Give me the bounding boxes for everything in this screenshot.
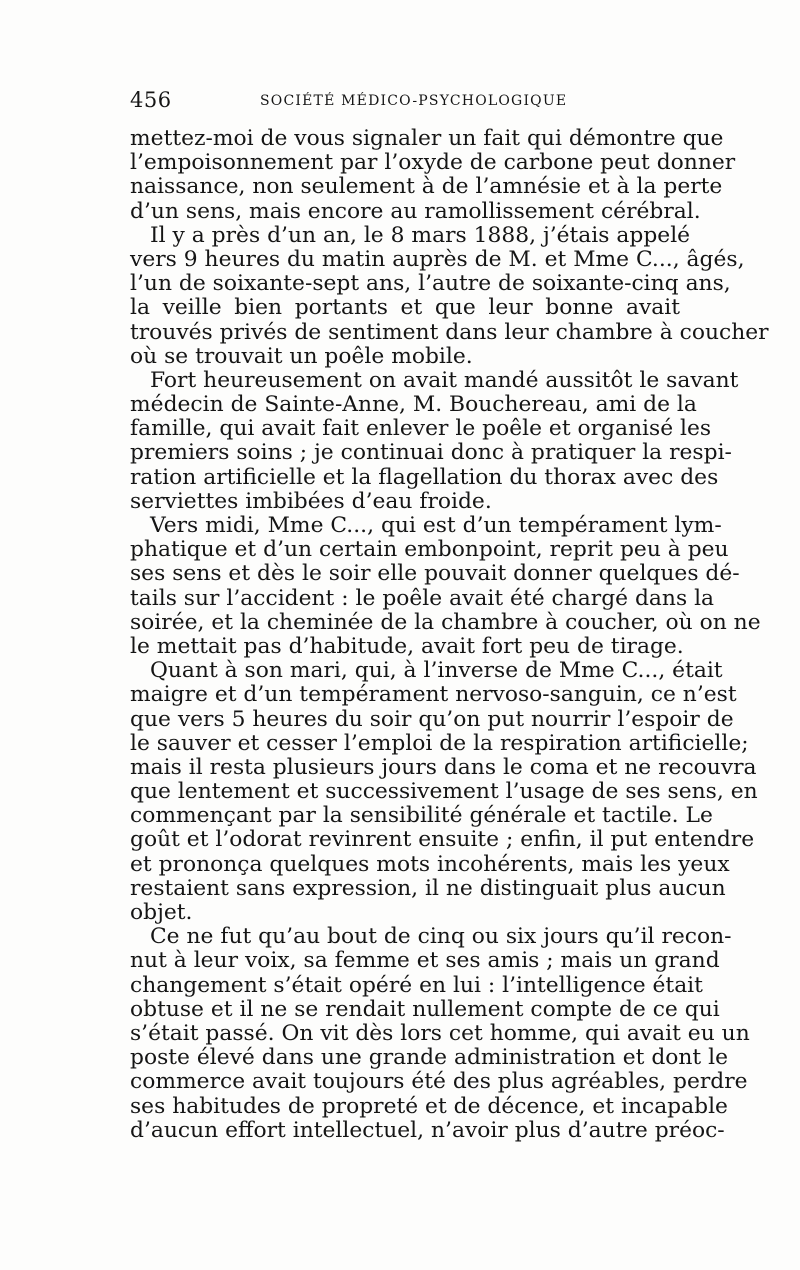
- text-line: commençant par la sensibilité générale et tactile. Le: [130, 803, 713, 829]
- text-line: ses sens et dès le soir elle pouvait donner quelques dé-: [130, 561, 740, 587]
- text-line: s’était passé. On vit dès lors cet homme, qui avait eu un: [130, 1020, 750, 1046]
- text-line: premiers soins ; je continuai donc à pratiquer la respi-: [130, 440, 732, 466]
- text-line: famille, qui avait fait enlever le poêle et organisé les: [130, 416, 712, 442]
- text-line: poste élevé dans une grande administration et dont le: [130, 1045, 728, 1071]
- text-line: médecin de Sainte-Anne, M. Bouchereau, ami de la: [130, 392, 697, 418]
- text-line: mais il resta plusieurs jours dans le coma et ne recouvra: [130, 754, 757, 780]
- page-header: [130, 88, 680, 116]
- text-line: obtuse et il ne se rendait nullement compte de ce qui: [130, 996, 720, 1022]
- text-line: le sauver et cesser l’emploi de la respiration artificielle;: [130, 730, 749, 756]
- text-line: mettez-moi de vous signaler un fait qui démontre que: [130, 126, 724, 151]
- text-line: trouvés privés de sentiment dans leur chambre à coucher: [130, 319, 769, 345]
- text-line: l’un de soixante-sept ans, l’autre de soixante-cinq ans,: [130, 271, 731, 297]
- text-line: nut à leur voix, sa femme et ses amis ; mais un grand: [130, 948, 720, 974]
- text-line: phatique et d’un certain embonpoint, reprit peu à peu: [130, 537, 729, 563]
- text-line: Il y a près d’un an, le 8 mars 1888, j’étais appelé: [150, 222, 691, 248]
- text-line: d’aucun effort intellectuel, n’avoir plus d’autre préoc-: [130, 1117, 725, 1143]
- text-line: serviettes imbibées d’eau froide.: [130, 488, 492, 514]
- text-line: ration artificielle et la flagellation du thorax avec des: [130, 464, 719, 490]
- text-line: Ce ne fut qu’au bout de cinq ou six jours qu’il recon-: [150, 924, 732, 950]
- text-line: où se trouvait un poêle mobile.: [130, 343, 473, 369]
- text-line: que vers 5 heures du soir qu’on put nourrir l’espoir de: [130, 706, 734, 732]
- text-line: tails sur l’accident : le poêle avait été chargé dans la: [130, 585, 715, 611]
- text-line: soirée, et la cheminée de la chambre à coucher, où on ne: [130, 609, 761, 635]
- text-line: changement s’était opéré en lui : l’intelligence était: [130, 972, 703, 998]
- text-line: Quant à son mari, qui, à l’inverse de Mme C..., était: [150, 658, 723, 684]
- running-head: SOCIÉTÉ MÉDICO-PSYCHOLOGIQUE: [260, 93, 568, 109]
- text-line: que lentement et successivement l’usage de ses sens, en: [130, 779, 758, 805]
- body-text: [130, 126, 769, 1143]
- text-line: Fort heureusement on avait mandé aussitôt le savant: [150, 367, 739, 393]
- text-line: Vers midi, Mme C..., qui est d’un tempérament lym-: [150, 513, 722, 538]
- text-line: et prononça quelques mots incohérents, mais les yeux: [130, 851, 730, 877]
- text-line: goût et l’odorat revinrent ensuite ; enfin, il put entendre: [130, 827, 755, 853]
- page-number: 456: [130, 88, 172, 112]
- text-line: le mettait pas d’habitude, avait fort peu de tirage.: [130, 633, 684, 659]
- text-line: naissance, non seulement à de l’amnésie et à la perte: [130, 174, 723, 200]
- text-line: ses habitudes de propreté et de décence, et incapable: [130, 1093, 728, 1119]
- text-line: l’empoisonnement par l’oxyde de carbone peut donner: [130, 150, 736, 176]
- text-line: commerce avait toujours été des plus agréables, perdre: [130, 1069, 748, 1095]
- text-line: d’un sens, mais encore au ramollissement cérébral.: [130, 198, 701, 224]
- text-line: objet.: [130, 900, 193, 925]
- text-line: maigre et d’un tempérament nervoso-sanguin, ce n’est: [130, 682, 737, 708]
- text-line: la veille bien portants et que leur bonne avait: [130, 295, 680, 321]
- text-line: restaient sans expression, il ne distinguait plus aucun: [130, 875, 726, 901]
- text-line: vers 9 heures du matin auprès de M. et Mme C..., âgés,: [130, 246, 745, 272]
